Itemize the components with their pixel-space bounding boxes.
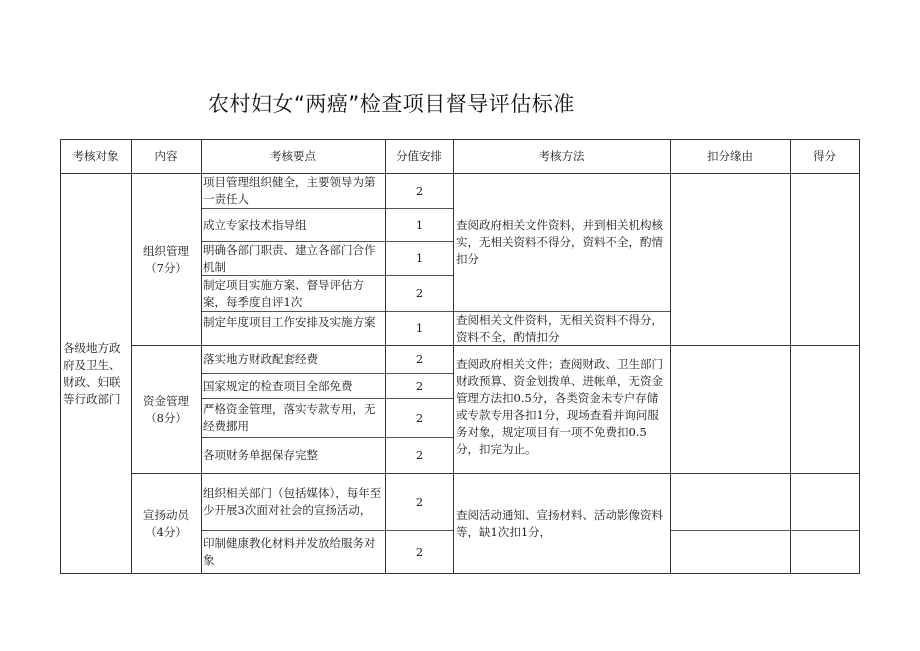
check-point: 制定项目实施方案、督导评估方案，每季度自评1次 [203,277,364,309]
score-value: 1 [415,217,424,232]
check-point: 组织相关部门（包括媒体），每年至少开展3次面对社会的宣扬活动， [203,486,382,517]
assessment-method: 查阅政府相关文件资料，并到相关机构核实，无相关资料不得分，资料不全，酌情扣分 [456,218,663,266]
check-point: 项目管理组织健全，主要领导为第一责任人 [203,175,376,206]
check-point: 国家规定的检查项目全部免费 [203,378,353,393]
header-cell: 考核方法 [538,148,585,163]
row-separator [670,530,860,531]
score-value: 2 [415,494,424,509]
score-value: 2 [415,352,424,366]
header-cell: 考核对象 [72,148,119,163]
score-value: 2 [415,410,424,425]
column-line [131,139,132,574]
assessment-target: 各级地方政府及卫生、财政、妇联等行政部门 [63,340,121,406]
check-point: 严格资金管理，落实专款专用，无经费挪用 [203,402,376,433]
score-value: 1 [415,251,424,265]
score-value: 2 [415,183,424,198]
check-point: 明确各部门职责、建立各部门合作机制 [203,242,376,274]
header-cell: 考核要点 [270,148,316,163]
column-line [670,139,671,574]
check-point: 各项财务单据保存完整 [203,448,318,462]
score-value: 1 [415,321,424,335]
score-value: 2 [415,378,424,393]
header-cell: 扣分缘由 [707,148,753,163]
table-border-bottom [60,573,860,574]
assessment-method: 查阅活动通知、宣扬材料、活动影像资料等，缺1次扣1分， [456,507,663,539]
score-value: 2 [415,286,424,300]
header-cell: 得分 [813,148,836,163]
section-name: 宣扬动员（4分） [143,507,189,539]
assessment-method: 查阅相关文件资料，无相关资料不得分，资料不全，酌情扣分 [456,312,663,344]
header-cell: 内容 [154,148,178,163]
section-name: 组织管理（7分） [143,243,189,275]
section-name: 资金管理（8分） [143,393,189,425]
check-point: 制定年度项目工作安排及实施方案 [203,315,376,329]
score-value: 2 [415,544,424,559]
header-cell: 分值安排 [396,148,442,163]
check-point: 成立专家技术指导组 [203,217,307,232]
document-title: 农村妇女“两癌”检查项目督导评估标准 [208,92,575,116]
check-point: 落实地方财政配套经费 [203,352,318,366]
column-line [790,139,791,574]
assessment-method: 查阅政府相关文件；查阅财政、卫生部门财政预算、资金划拨单、进帐单，无资金管理方法扣0.5分，各类资金未专户存储或专款专用各扣1分，现场查看并询问服务对象，规定项目有一项不免费扣0.5分，扣完为止。 [456,357,663,456]
table-border-right [859,139,860,574]
score-value: 2 [415,448,424,462]
check-point: 印制健康教化材料并发放给服务对象 [203,536,376,567]
